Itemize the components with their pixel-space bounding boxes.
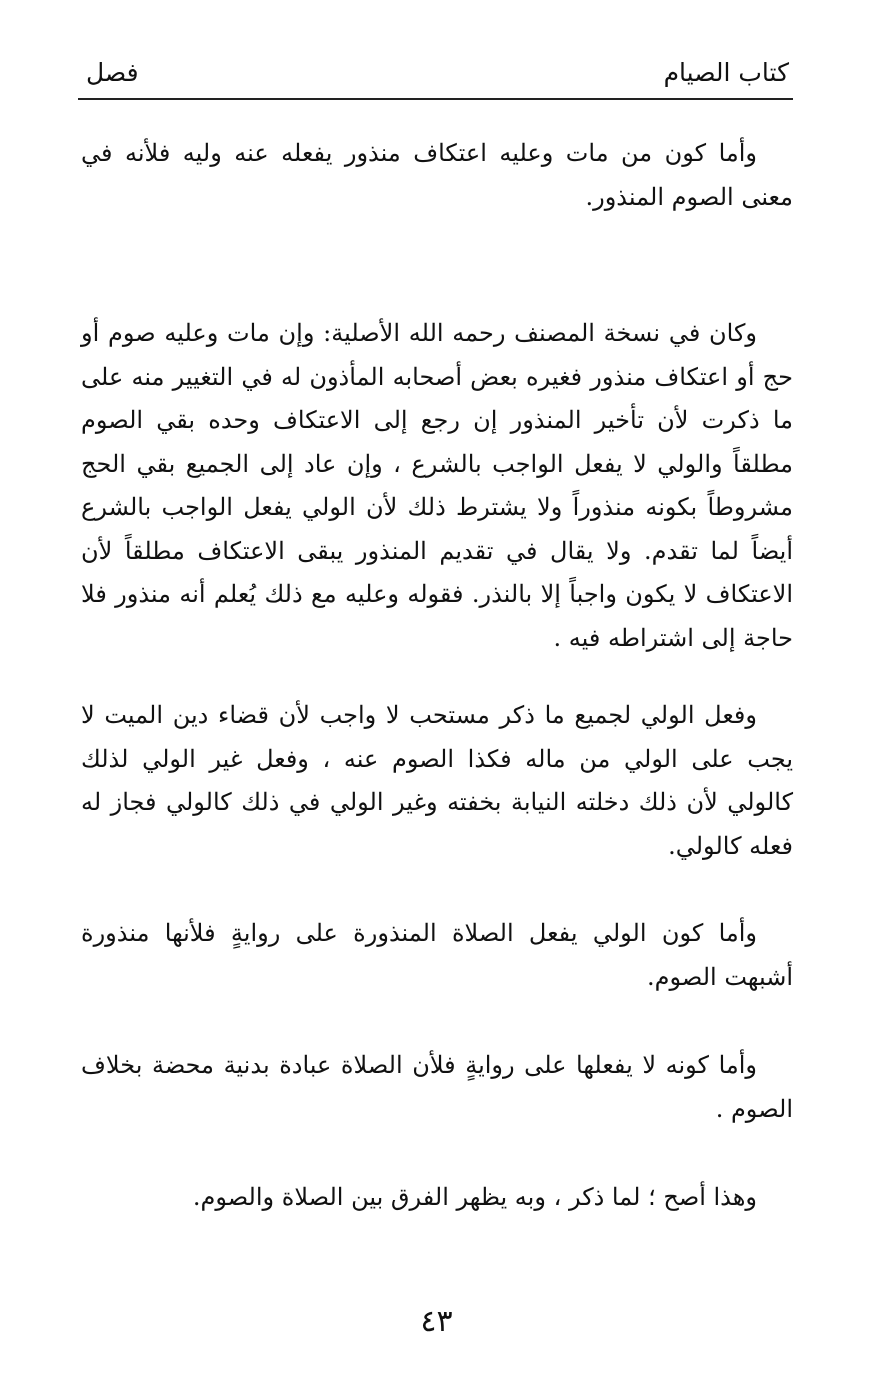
paragraph-2: وكان في نسخة المصنف رحمه الله الأصلية: وإن مات وعليه صوم أو حج أو اعتكاف منذور فغيره بعض أصحابه المأذون له في التغيير منه على ما ذكرت لأن تأخير المنذور إن رجع إلى الاعتكاف وحده بقي الصوم مطلقاً والولي لا يفعل الواجب بالشرع ، وإن عاد إلى الجميع بقي الحج مشروطاً بكونه منذوراً ولا يشترط ذلك لأن الولي يفعل الواجب بالشرع أيضاً لما تقدم. ولا يقال في تقديم المنذور يبقى الاعتكاف مطلقاً لأن الاعتكاف لا يكون واجباً إلا بالنذر. فقوله وعليه مع ذلك يُعلم أنه منذور فلا حاجة إلى اشتراطه فيه . [81,319,794,652]
paragraph-3: وفعل الولي لجميع ما ذكر مستحب لا واجب لأن قضاء دين الميت لا يجب على الولي من ماله فكذا الصوم عنه ، وفعل غير الولي لذلك كالولي لأن ذلك دخلته النيابة بخفته وغير الولي في ذلك كالولي فجاز له فعله كالولي. [81,701,793,860]
section-title: فصل [86,58,139,87]
book-title: كتاب الصيام [663,58,789,87]
page-number: ٤٣ [420,1304,453,1339]
running-header [78,52,793,100]
paragraph-4: وأما كون الولي يفعل الصلاة المنذورة على روايةٍ فلأنها منذورة أشبهت الصوم. [81,919,793,991]
paragraph-5: وأما كونه لا يفعلها على روايةٍ فلأن الصلاة عبادة بدنية محضة بخلاف الصوم . [81,1051,793,1123]
paragraph-1: وأما كون من مات وعليه اعتكاف منذور يفعله عنه وليه فلأنه في معنى الصوم المنذور. [81,139,793,211]
paragraph-6: وهذا أصح ؛ لما ذكر ، وبه يظهر الفرق بين الصلاة والصوم. [192,1183,757,1211]
